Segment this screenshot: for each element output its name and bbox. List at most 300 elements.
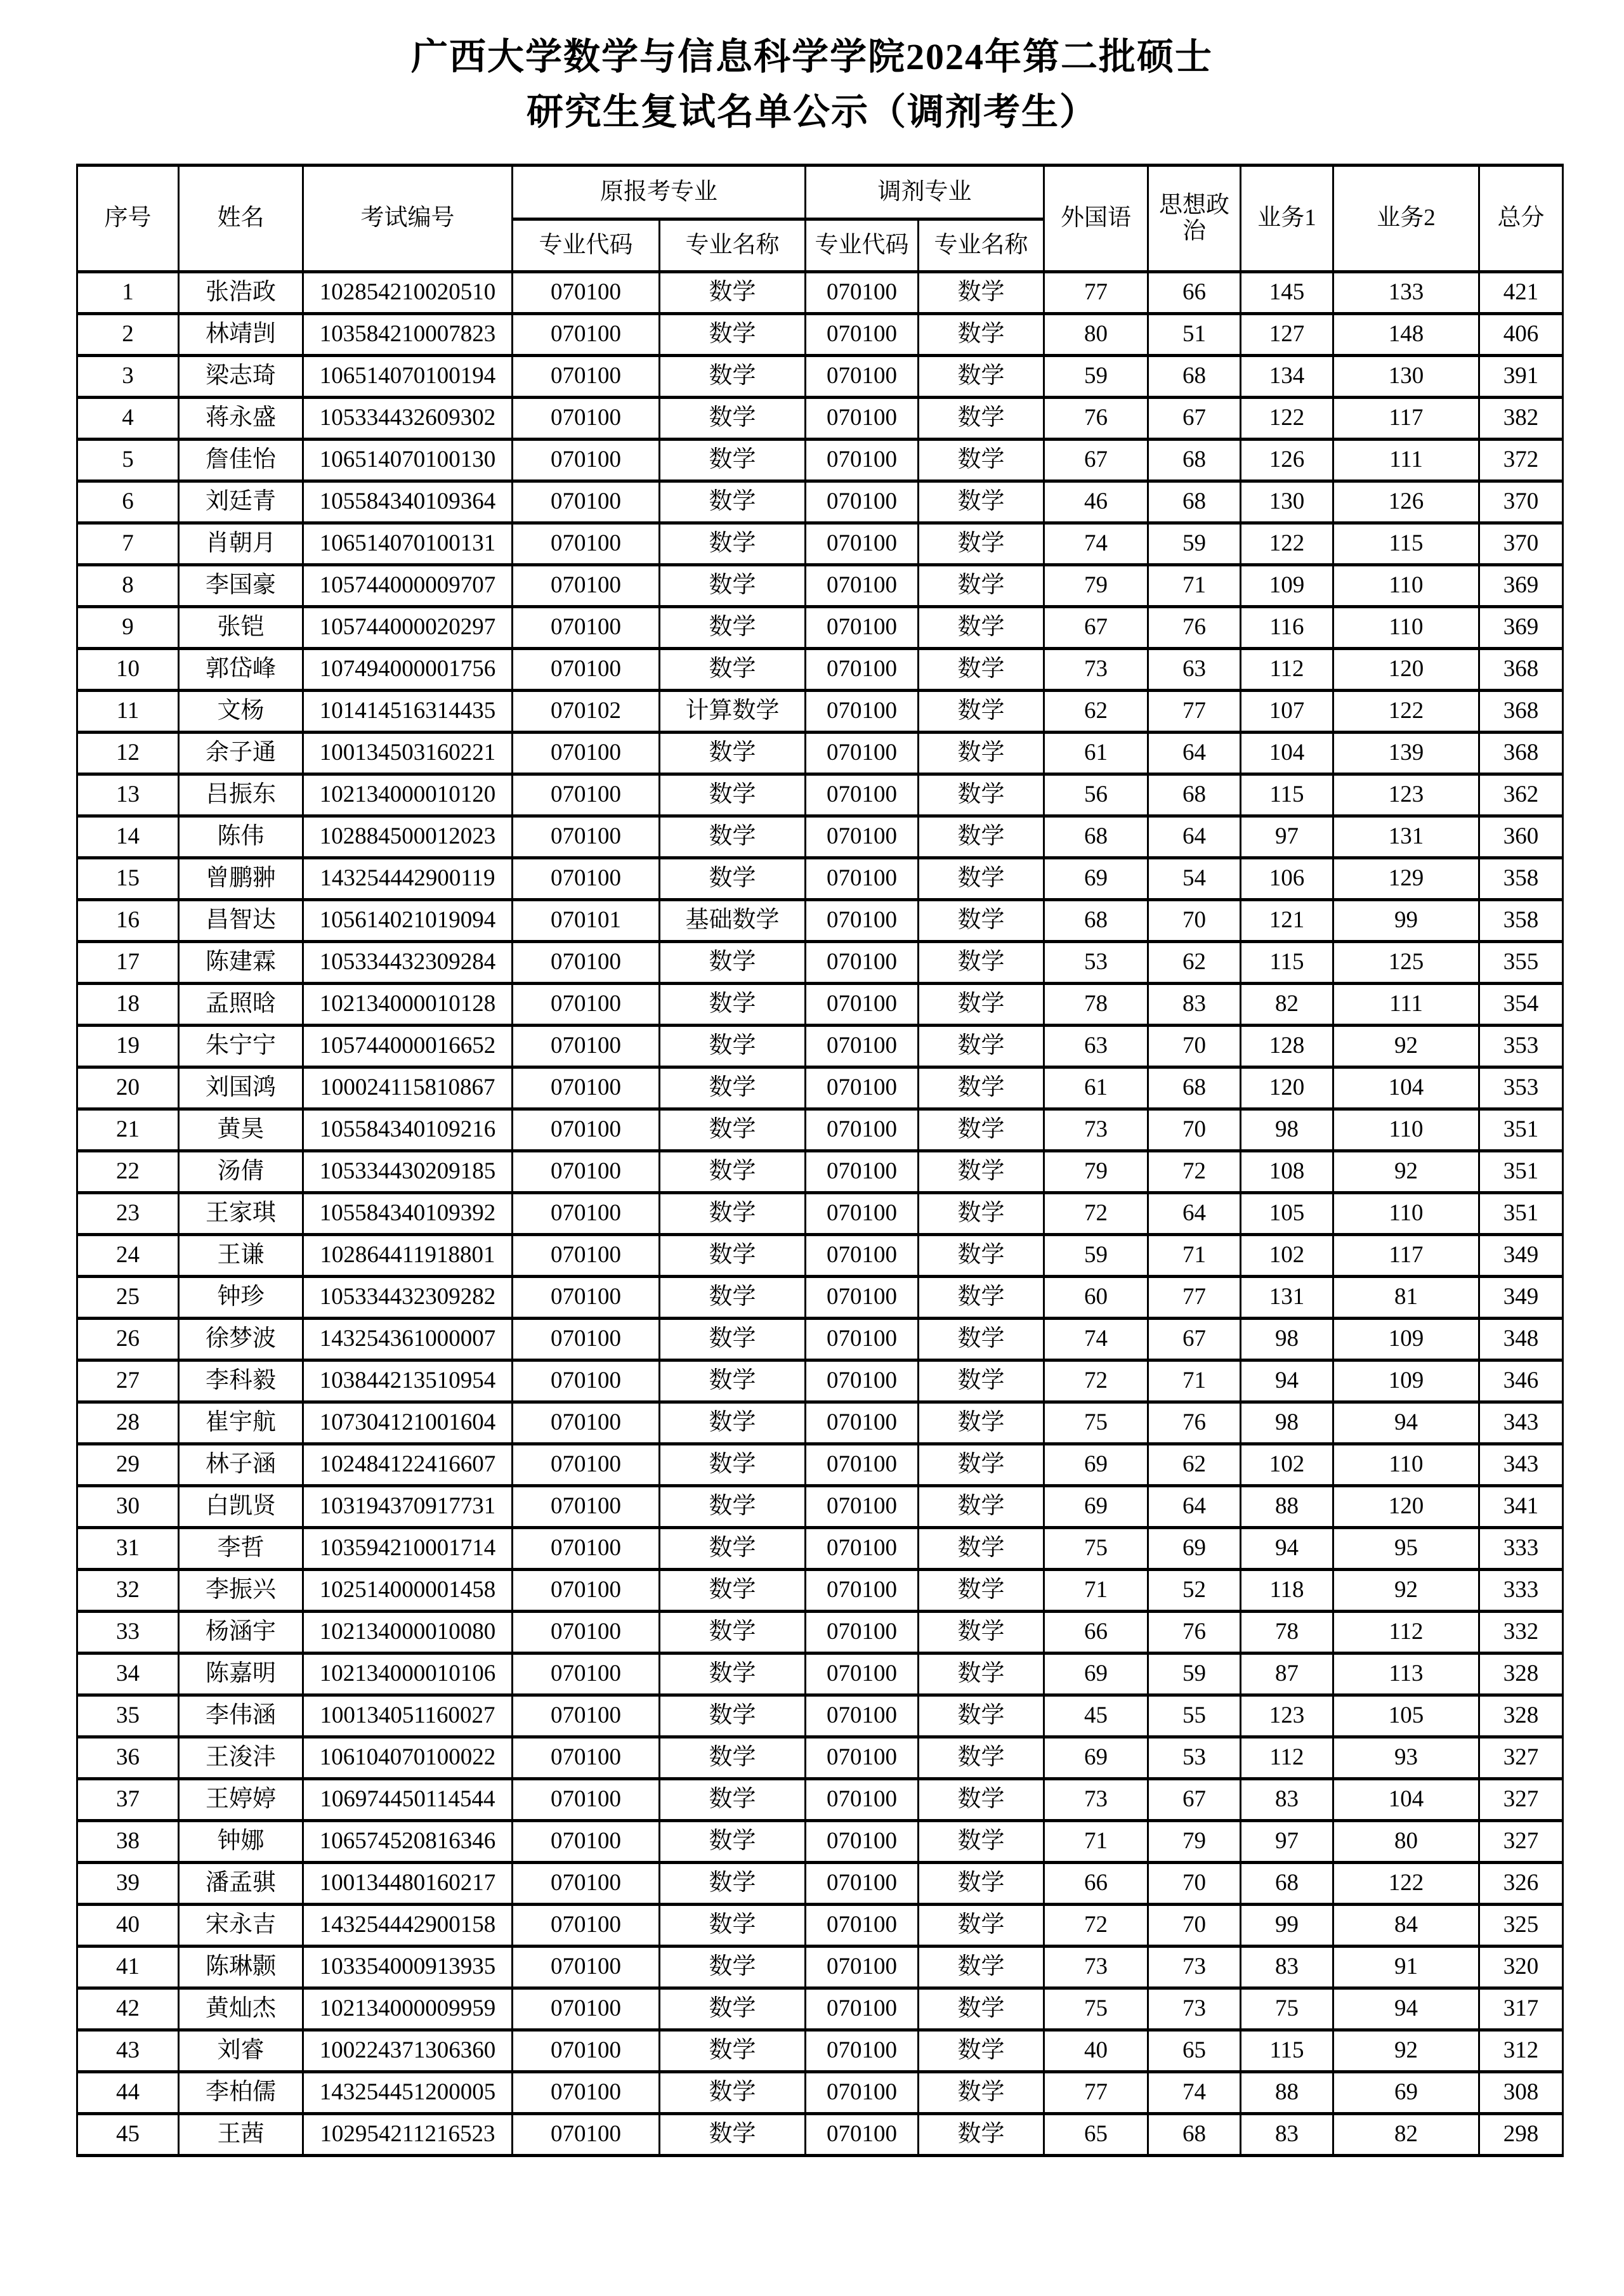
- cell-index: 23: [77, 1193, 179, 1235]
- cell-orig-major-code: 070100: [513, 1988, 660, 2030]
- header-name: 姓名: [179, 166, 303, 272]
- cell-total: 391: [1479, 356, 1563, 398]
- cell-exam-number: 143254451200005: [303, 2072, 513, 2114]
- cell-total: 354: [1479, 984, 1563, 1026]
- cell-transfer-major-name: 数学: [919, 1821, 1044, 1863]
- cell-foreign-language: 72: [1044, 1905, 1148, 1947]
- cell-index: 10: [77, 649, 179, 691]
- cell-subject1: 112: [1241, 649, 1333, 691]
- cell-exam-number: 105584340109364: [303, 481, 513, 523]
- cell-exam-number: 106514070100130: [303, 440, 513, 481]
- cell-subject1: 128: [1241, 1026, 1333, 1067]
- cell-orig-major-code: 070100: [513, 2114, 660, 2156]
- cell-foreign-language: 63: [1044, 1026, 1148, 1067]
- cell-transfer-major-code: 070100: [806, 858, 919, 900]
- cell-foreign-language: 73: [1044, 1947, 1148, 1988]
- table-row: [77, 691, 1563, 733]
- cell-orig-major-code: 070100: [513, 1737, 660, 1779]
- cell-name: 林靖剀: [179, 314, 303, 356]
- cell-exam-number: 103584210007823: [303, 314, 513, 356]
- cell-transfer-major-name: 数学: [919, 314, 1044, 356]
- cell-foreign-language: 67: [1044, 440, 1148, 481]
- cell-orig-major-code: 070100: [513, 1486, 660, 1528]
- cell-politics: 59: [1148, 523, 1241, 565]
- cell-foreign-language: 74: [1044, 1319, 1148, 1360]
- cell-foreign-language: 79: [1044, 1151, 1148, 1193]
- candidates-table: [76, 164, 1564, 2157]
- cell-subject1: 99: [1241, 1905, 1333, 1947]
- cell-orig-major-name: 数学: [660, 1612, 806, 1654]
- cell-subject2: 110: [1333, 1193, 1479, 1235]
- cell-index: 17: [77, 942, 179, 984]
- cell-name: 杨涵宇: [179, 1612, 303, 1654]
- cell-politics: 71: [1148, 1360, 1241, 1402]
- cell-name: 李国豪: [179, 565, 303, 607]
- cell-subject2: 104: [1333, 1067, 1479, 1109]
- cell-transfer-major-name: 数学: [919, 1905, 1044, 1947]
- cell-politics: 73: [1148, 1947, 1241, 1988]
- cell-orig-major-name: 数学: [660, 733, 806, 774]
- table-row: [77, 2030, 1563, 2072]
- table-row: [77, 1695, 1563, 1737]
- cell-exam-number: 105614021019094: [303, 900, 513, 942]
- cell-total: 333: [1479, 1528, 1563, 1570]
- cell-orig-major-name: 数学: [660, 314, 806, 356]
- cell-transfer-major-code: 070100: [806, 272, 919, 314]
- cell-transfer-major-code: 070100: [806, 816, 919, 858]
- cell-subject1: 98: [1241, 1402, 1333, 1444]
- cell-index: 22: [77, 1151, 179, 1193]
- cell-foreign-language: 53: [1044, 942, 1148, 984]
- cell-subject2: 112: [1333, 1612, 1479, 1654]
- table-row: [77, 607, 1563, 649]
- cell-transfer-major-code: 070100: [806, 314, 919, 356]
- cell-foreign-language: 73: [1044, 1779, 1148, 1821]
- cell-foreign-language: 73: [1044, 1109, 1148, 1151]
- cell-transfer-major-code: 070100: [806, 1779, 919, 1821]
- cell-subject2: 109: [1333, 1319, 1479, 1360]
- cell-politics: 68: [1148, 774, 1241, 816]
- cell-index: 29: [77, 1444, 179, 1486]
- cell-total: 320: [1479, 1947, 1563, 1988]
- cell-transfer-major-code: 070100: [806, 2072, 919, 2114]
- cell-index: 39: [77, 1863, 179, 1905]
- table-row: [77, 1821, 1563, 1863]
- cell-exam-number: 105334432309282: [303, 1277, 513, 1319]
- cell-transfer-major-name: 数学: [919, 1528, 1044, 1570]
- cell-orig-major-code: 070102: [513, 691, 660, 733]
- cell-subject2: 126: [1333, 481, 1479, 523]
- cell-subject2: 113: [1333, 1654, 1479, 1695]
- cell-name: 白凯贤: [179, 1486, 303, 1528]
- cell-total: 325: [1479, 1905, 1563, 1947]
- cell-subject2: 122: [1333, 691, 1479, 733]
- cell-foreign-language: 61: [1044, 733, 1148, 774]
- cell-orig-major-code: 070100: [513, 1528, 660, 1570]
- cell-orig-major-name: 数学: [660, 1695, 806, 1737]
- cell-orig-major-name: 数学: [660, 1570, 806, 1612]
- cell-orig-major-code: 070100: [513, 942, 660, 984]
- cell-total: 370: [1479, 523, 1563, 565]
- cell-index: 3: [77, 356, 179, 398]
- cell-exam-number: 107494000001756: [303, 649, 513, 691]
- cell-orig-major-name: 数学: [660, 1277, 806, 1319]
- table-row: [77, 1654, 1563, 1695]
- cell-total: 349: [1479, 1235, 1563, 1277]
- cell-exam-number: 106514070100131: [303, 523, 513, 565]
- header-transfer-major-code: 专业代码: [806, 219, 919, 272]
- cell-orig-major-name: 数学: [660, 1151, 806, 1193]
- cell-orig-major-name: 数学: [660, 398, 806, 440]
- cell-foreign-language: 76: [1044, 398, 1148, 440]
- cell-transfer-major-code: 070100: [806, 1026, 919, 1067]
- cell-foreign-language: 75: [1044, 1988, 1148, 2030]
- cell-exam-number: 105334432609302: [303, 398, 513, 440]
- cell-foreign-language: 61: [1044, 1067, 1148, 1109]
- cell-name: 刘廷青: [179, 481, 303, 523]
- table-row: [77, 1193, 1563, 1235]
- cell-transfer-major-name: 数学: [919, 1319, 1044, 1360]
- cell-subject1: 122: [1241, 523, 1333, 565]
- cell-total: 369: [1479, 607, 1563, 649]
- table-row: [77, 733, 1563, 774]
- cell-exam-number: 102134000010106: [303, 1654, 513, 1695]
- cell-subject2: 130: [1333, 356, 1479, 398]
- cell-transfer-major-code: 070100: [806, 649, 919, 691]
- cell-subject2: 110: [1333, 607, 1479, 649]
- cell-subject1: 97: [1241, 1821, 1333, 1863]
- cell-orig-major-code: 070100: [513, 816, 660, 858]
- cell-index: 25: [77, 1277, 179, 1319]
- cell-orig-major-code: 070100: [513, 1947, 660, 1988]
- cell-subject1: 108: [1241, 1151, 1333, 1193]
- cell-foreign-language: 40: [1044, 2030, 1148, 2072]
- cell-foreign-language: 67: [1044, 607, 1148, 649]
- cell-orig-major-name: 数学: [660, 1235, 806, 1277]
- cell-subject2: 99: [1333, 900, 1479, 942]
- cell-subject1: 88: [1241, 2072, 1333, 2114]
- cell-orig-major-name: 数学: [660, 1654, 806, 1695]
- cell-subject2: 148: [1333, 314, 1479, 356]
- header-transfer-major: 调剂专业: [806, 166, 1044, 219]
- cell-subject1: 105: [1241, 1193, 1333, 1235]
- cell-transfer-major-name: 数学: [919, 1235, 1044, 1277]
- cell-orig-major-name: 数学: [660, 774, 806, 816]
- cell-foreign-language: 68: [1044, 900, 1148, 942]
- cell-index: 35: [77, 1695, 179, 1737]
- cell-politics: 65: [1148, 2030, 1241, 2072]
- cell-politics: 63: [1148, 649, 1241, 691]
- cell-subject1: 102: [1241, 1235, 1333, 1277]
- cell-transfer-major-name: 数学: [919, 1612, 1044, 1654]
- cell-transfer-major-code: 070100: [806, 1737, 919, 1779]
- table-row: [77, 1905, 1563, 1947]
- cell-orig-major-name: 数学: [660, 984, 806, 1026]
- cell-index: 14: [77, 816, 179, 858]
- cell-subject2: 133: [1333, 272, 1479, 314]
- cell-transfer-major-name: 数学: [919, 2030, 1044, 2072]
- cell-index: 27: [77, 1360, 179, 1402]
- table-body: [77, 272, 1563, 2156]
- cell-exam-number: 102514000001458: [303, 1570, 513, 1612]
- cell-transfer-major-name: 数学: [919, 2072, 1044, 2114]
- cell-name: 梁志琦: [179, 356, 303, 398]
- cell-index: 44: [77, 2072, 179, 2114]
- cell-transfer-major-code: 070100: [806, 481, 919, 523]
- cell-exam-number: 102134000010128: [303, 984, 513, 1026]
- cell-orig-major-code: 070100: [513, 1402, 660, 1444]
- cell-total: 370: [1479, 481, 1563, 523]
- cell-transfer-major-name: 数学: [919, 2114, 1044, 2156]
- table-row: [77, 565, 1563, 607]
- cell-orig-major-code: 070100: [513, 440, 660, 481]
- cell-transfer-major-code: 070100: [806, 2030, 919, 2072]
- cell-politics: 77: [1148, 691, 1241, 733]
- cell-orig-major-name: 数学: [660, 1026, 806, 1067]
- cell-index: 42: [77, 1988, 179, 2030]
- cell-orig-major-name: 数学: [660, 272, 806, 314]
- cell-name: 陈琳颢: [179, 1947, 303, 1988]
- cell-name: 黄灿杰: [179, 1988, 303, 2030]
- cell-subject1: 83: [1241, 1779, 1333, 1821]
- cell-total: 368: [1479, 691, 1563, 733]
- cell-politics: 69: [1148, 1528, 1241, 1570]
- cell-subject1: 130: [1241, 481, 1333, 523]
- cell-exam-number: 102134000009959: [303, 1988, 513, 2030]
- table-row: [77, 1235, 1563, 1277]
- table-row: [77, 1277, 1563, 1319]
- table-row: [77, 440, 1563, 481]
- cell-subject2: 105: [1333, 1695, 1479, 1737]
- header-transfer-major-name: 专业名称: [919, 219, 1044, 272]
- cell-orig-major-code: 070100: [513, 1151, 660, 1193]
- cell-transfer-major-name: 数学: [919, 1695, 1044, 1737]
- cell-name: 崔宇航: [179, 1402, 303, 1444]
- cell-orig-major-code: 070100: [513, 356, 660, 398]
- cell-politics: 59: [1148, 1654, 1241, 1695]
- cell-total: 368: [1479, 733, 1563, 774]
- cell-subject1: 68: [1241, 1863, 1333, 1905]
- cell-exam-number: 105744000020297: [303, 607, 513, 649]
- cell-subject1: 75: [1241, 1988, 1333, 2030]
- cell-orig-major-name: 数学: [660, 858, 806, 900]
- cell-politics: 67: [1148, 398, 1241, 440]
- cell-subject1: 145: [1241, 272, 1333, 314]
- cell-transfer-major-name: 数学: [919, 1026, 1044, 1067]
- cell-foreign-language: 69: [1044, 1444, 1148, 1486]
- cell-politics: 70: [1148, 900, 1241, 942]
- cell-exam-number: 107304121001604: [303, 1402, 513, 1444]
- cell-politics: 76: [1148, 1402, 1241, 1444]
- cell-transfer-major-code: 070100: [806, 440, 919, 481]
- cell-politics: 74: [1148, 2072, 1241, 2114]
- cell-subject2: 109: [1333, 1360, 1479, 1402]
- cell-exam-number: 100134051160027: [303, 1695, 513, 1737]
- cell-transfer-major-name: 数学: [919, 816, 1044, 858]
- cell-transfer-major-name: 数学: [919, 984, 1044, 1026]
- cell-foreign-language: 71: [1044, 1821, 1148, 1863]
- cell-exam-number: 106574520816346: [303, 1821, 513, 1863]
- cell-politics: 67: [1148, 1319, 1241, 1360]
- cell-foreign-language: 59: [1044, 1235, 1148, 1277]
- cell-foreign-language: 73: [1044, 649, 1148, 691]
- cell-orig-major-code: 070100: [513, 984, 660, 1026]
- cell-name: 钟娜: [179, 1821, 303, 1863]
- table-row: [77, 774, 1563, 816]
- cell-politics: 53: [1148, 1737, 1241, 1779]
- cell-name: 王浚沣: [179, 1737, 303, 1779]
- cell-transfer-major-name: 数学: [919, 691, 1044, 733]
- table-row: [77, 1360, 1563, 1402]
- cell-transfer-major-code: 070100: [806, 1319, 919, 1360]
- cell-orig-major-code: 070100: [513, 1821, 660, 1863]
- cell-name: 潘孟骐: [179, 1863, 303, 1905]
- table-row: [77, 481, 1563, 523]
- cell-total: 343: [1479, 1402, 1563, 1444]
- cell-exam-number: 106104070100022: [303, 1737, 513, 1779]
- header-original-major-name: 专业名称: [660, 219, 806, 272]
- cell-transfer-major-code: 070100: [806, 1360, 919, 1402]
- cell-orig-major-code: 070100: [513, 1360, 660, 1402]
- cell-transfer-major-name: 数学: [919, 1444, 1044, 1486]
- cell-orig-major-code: 070100: [513, 649, 660, 691]
- cell-total: 327: [1479, 1821, 1563, 1863]
- cell-foreign-language: 65: [1044, 2114, 1148, 2156]
- cell-orig-major-code: 070100: [513, 398, 660, 440]
- cell-transfer-major-name: 数学: [919, 733, 1044, 774]
- cell-orig-major-name: 数学: [660, 1193, 806, 1235]
- cell-exam-number: 105334430209185: [303, 1151, 513, 1193]
- cell-orig-major-name: 数学: [660, 1988, 806, 2030]
- cell-name: 朱宁宁: [179, 1026, 303, 1067]
- cell-total: 346: [1479, 1360, 1563, 1402]
- cell-name: 蒋永盛: [179, 398, 303, 440]
- cell-orig-major-code: 070100: [513, 1570, 660, 1612]
- cell-politics: 54: [1148, 858, 1241, 900]
- cell-politics: 51: [1148, 314, 1241, 356]
- cell-transfer-major-code: 070100: [806, 1821, 919, 1863]
- cell-subject2: 117: [1333, 1235, 1479, 1277]
- table-row: [77, 356, 1563, 398]
- cell-orig-major-name: 数学: [660, 2072, 806, 2114]
- cell-total: 327: [1479, 1779, 1563, 1821]
- cell-transfer-major-code: 070100: [806, 1193, 919, 1235]
- cell-subject2: 95: [1333, 1528, 1479, 1570]
- cell-subject1: 94: [1241, 1528, 1333, 1570]
- cell-transfer-major-code: 070100: [806, 523, 919, 565]
- cell-foreign-language: 66: [1044, 1612, 1148, 1654]
- cell-subject2: 94: [1333, 1988, 1479, 2030]
- cell-transfer-major-name: 数学: [919, 1402, 1044, 1444]
- cell-name: 李柏儒: [179, 2072, 303, 2114]
- cell-subject1: 121: [1241, 900, 1333, 942]
- cell-orig-major-name: 数学: [660, 523, 806, 565]
- table-row: [77, 1612, 1563, 1654]
- cell-name: 张铠: [179, 607, 303, 649]
- cell-transfer-major-code: 070100: [806, 1235, 919, 1277]
- cell-transfer-major-code: 070100: [806, 1988, 919, 2030]
- cell-exam-number: 100024115810867: [303, 1067, 513, 1109]
- cell-transfer-major-code: 070100: [806, 1067, 919, 1109]
- cell-name: 李哲: [179, 1528, 303, 1570]
- cell-foreign-language: 69: [1044, 1654, 1148, 1695]
- cell-transfer-major-code: 070100: [806, 1486, 919, 1528]
- table-row: [77, 858, 1563, 900]
- cell-transfer-major-name: 数学: [919, 272, 1044, 314]
- table-row: [77, 1863, 1563, 1905]
- cell-subject1: 82: [1241, 984, 1333, 1026]
- cell-total: 353: [1479, 1067, 1563, 1109]
- cell-index: 9: [77, 607, 179, 649]
- header-subject1: 业务1: [1241, 166, 1333, 272]
- cell-index: 31: [77, 1528, 179, 1570]
- cell-exam-number: 101414516314435: [303, 691, 513, 733]
- cell-transfer-major-code: 070100: [806, 1277, 919, 1319]
- page-title-line2: 研究生复试名单公示（调剂考生）: [526, 91, 1097, 133]
- cell-name: 文杨: [179, 691, 303, 733]
- cell-subject2: 122: [1333, 1863, 1479, 1905]
- cell-subject1: 126: [1241, 440, 1333, 481]
- cell-total: 333: [1479, 1570, 1563, 1612]
- cell-foreign-language: 45: [1044, 1695, 1148, 1737]
- cell-total: 351: [1479, 1109, 1563, 1151]
- table-row: [77, 1570, 1563, 1612]
- cell-transfer-major-name: 数学: [919, 1486, 1044, 1528]
- cell-name: 余子通: [179, 733, 303, 774]
- cell-total: 355: [1479, 942, 1563, 984]
- cell-transfer-major-code: 070100: [806, 942, 919, 984]
- cell-orig-major-code: 070100: [513, 1026, 660, 1067]
- cell-subject1: 122: [1241, 398, 1333, 440]
- cell-subject1: 115: [1241, 774, 1333, 816]
- cell-exam-number: 143254361000007: [303, 1319, 513, 1360]
- cell-subject1: 97: [1241, 816, 1333, 858]
- cell-subject1: 107: [1241, 691, 1333, 733]
- header-foreign-language: 外国语: [1044, 166, 1148, 272]
- table-row: [77, 398, 1563, 440]
- table-row: [77, 900, 1563, 942]
- cell-index: 21: [77, 1109, 179, 1151]
- cell-index: 16: [77, 900, 179, 942]
- cell-orig-major-code: 070100: [513, 1905, 660, 1947]
- cell-subject2: 120: [1333, 649, 1479, 691]
- cell-orig-major-code: 070100: [513, 1863, 660, 1905]
- cell-politics: 55: [1148, 1695, 1241, 1737]
- table-row: [77, 649, 1563, 691]
- cell-politics: 64: [1148, 1193, 1241, 1235]
- cell-subject2: 92: [1333, 1151, 1479, 1193]
- page-title: [0, 0, 1624, 140]
- cell-orig-major-name: 数学: [660, 1947, 806, 1988]
- cell-orig-major-code: 070100: [513, 607, 660, 649]
- cell-transfer-major-name: 数学: [919, 1863, 1044, 1905]
- cell-exam-number: 105584340109216: [303, 1109, 513, 1151]
- table-row: [77, 1109, 1563, 1151]
- table-row: [77, 2072, 1563, 2114]
- cell-orig-major-code: 070100: [513, 1612, 660, 1654]
- cell-subject2: 82: [1333, 2114, 1479, 2156]
- cell-orig-major-code: 070100: [513, 1444, 660, 1486]
- cell-exam-number: 100134480160217: [303, 1863, 513, 1905]
- cell-transfer-major-name: 数学: [919, 1277, 1044, 1319]
- cell-politics: 73: [1148, 1988, 1241, 2030]
- cell-subject2: 94: [1333, 1402, 1479, 1444]
- cell-orig-major-name: 数学: [660, 1067, 806, 1109]
- cell-subject1: 123: [1241, 1695, 1333, 1737]
- cell-exam-number: 105334432309284: [303, 942, 513, 984]
- cell-transfer-major-name: 数学: [919, 774, 1044, 816]
- table-header: [77, 166, 1563, 272]
